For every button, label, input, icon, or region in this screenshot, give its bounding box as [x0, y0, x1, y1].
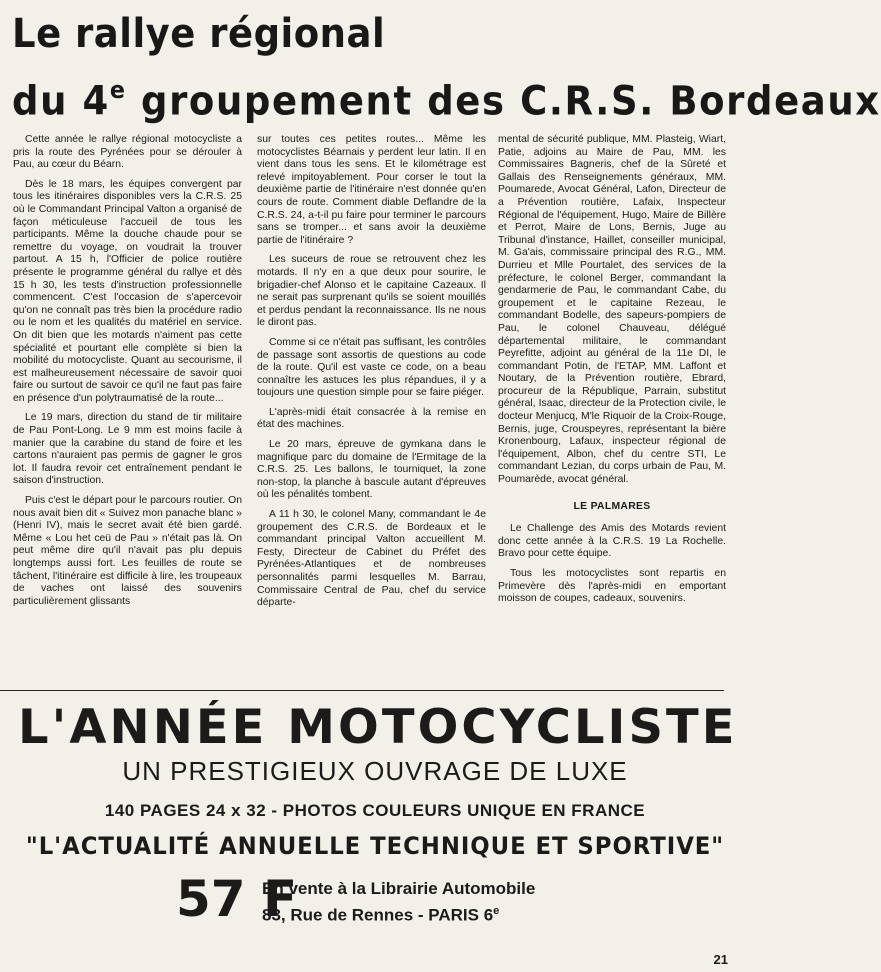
- divider: [0, 690, 724, 691]
- paragraph: sur toutes ces petites routes... Même les motocyclistes Béarnais y perdent leur latin. Il en vient dans tous les sens. Et le kilométrage est relevé impitoyablement. Pour corser le tout la deuxième partie de l'itinéraire n'est donnée qu'en cours de route. Comment diable Deflandre de la C.R.S. 24, a-t-il pu faire pour terminer le parcours sans se tromper... et sans avoir la deuxième partie de l'itinéraire ?: [257, 134, 486, 246]
- ad-quote: "L'ACTUALITÉ ANNUELLE TECHNIQUE ET SPORTIVE": [25, 832, 725, 860]
- palmares-heading: LE PALMARES: [573, 500, 651, 512]
- article-column-1: [13, 134, 242, 615]
- paragraph: Tous les motocyclistes sont repartis en Primevère dès l'après-midi en emportant moisson de coupes, cadeaux, souvenirs.: [498, 568, 726, 605]
- paragraph: L'après-midi était consacrée à la remise en état des machines.: [257, 406, 486, 431]
- paragraph: Le 20 mars, épreuve de gymkana dans le magnifique parc du domaine de l'Ermitage de la C.R.S. 25. Les ballons, le tourniquet, la zone non-stop, la planche à bascule autant d'épreuves où les pénalités tombent.: [257, 439, 486, 501]
- article-column-3: [498, 134, 726, 613]
- paragraph: Le 19 mars, direction du stand de tir militaire de Pau Pont-Long. Le 9 mm est moins facile à manier que la carabine du stand de foire et les cartons n'auraient pas permis de gagner le gros lot. Il faudra revoir cet entraînement pendant le saison d'instruction.: [13, 412, 242, 487]
- paragraph: Cette année le rallye régional motocycliste a pris la route des Pyrénées pour se dérouler à Pau, au cœur du Béarn.: [13, 134, 242, 171]
- ad-address: 83, Rue de Rennes - PARIS 6: [262, 905, 494, 925]
- title-superscript: e: [109, 76, 127, 105]
- title-line-1: Le rallye régional: [12, 10, 386, 57]
- title-line-2: [12, 62, 881, 130]
- paragraph: A 11 h 30, le colonel Many, commandant le 4e groupement des C.R.S. de Bordeaux et le commandant principal Valton accueillent M. Festy, Directeur de Cabinet du Préfet des Pyrénées-Atlantiques et de nombreuses personnalités parmi lesquelles M. Barrau, Commissaire Central de Pau, chef du service départe-: [257, 509, 486, 609]
- paragraph: mental de sécurité publique, MM. Plasteig, Wiart, Patie, adjoins au Maire de Pau, MM. les Commissaires Bagneris, chef de la Sûreté et Gallais des Renseignements généraux, MM. Poumarede, Avocat Général, Lafon, Directeur de a Prévention routière, Lafaix, Inspecteur Régional de l'équipement, Hugo, Maire de Billère et Perrot, Maire de Lons, Bernis, Juge au Tribunal d'instance, Haillet, conseiller municipal, M. Ga'ais, commissaire principal des R.G., MM. Durrieu et Mlle Pourtalet, des services de la préfecture, le colonel Berger, commandant la gendarmerie de Pau, le commandant Cabe, du groupement et le capitaine Rezeau, le commandant Bodelle, des sapeurs-pompiers de Pau, le colonel Chauveau, délégué départemental militaire, le commandant Peyrefitte, adjoint au général de la 11e DI, le commandant Potin, de l'ETAP, MM. Laffont et Noutary, de la Prévention routière, Ebrard, procureur de la République, Parrain, substitut général, Isaac, directeur de la Protection civile, le docteur Menjucq, M'le Riquoir de la Croix-Rouge, Bernis, juge, Crouspeyres, représentant la bière Kronenbourg, Lafaux, inspecteur régional de l'équipement, Albon, chef du centre STI, Le commandant Lezian, du corps urbain de Pau, M. Poumarède, avocat général.: [498, 134, 726, 486]
- article-title: [12, 6, 881, 130]
- page-number: 21: [713, 952, 728, 967]
- ad-sale-line-1: En vente à la Librairie Automobile: [262, 879, 536, 898]
- paragraph: Les suceurs de roue se retrouvent chez les motards. Il n'y en a que deux pour sourire, le brigadier-chef Alonso et le capitaine Cazeaux. Il ne serait pas surprenant qu'ils se soient mouillés et perdus pendant la reconnaissance. Ils ne nous le diront pas.: [257, 254, 486, 329]
- title-line-2-end: groupement des C.R.S. Bordeaux: [126, 77, 881, 125]
- paragraph: Puis c'est le départ pour le parcours routier. On nous avait bien dit « Suivez mon panache blanc » (Henri IV), mais le secret avait été bien gardé. Même « Lou het ceü de Pau » n'était pas là. On peut même dire qu'il n'avait pas plu depuis longtemps aussi fort. Les feuilles de route se tâchent, l'itinéraire est difficile à lire, les troupeaux de vaches ont laissé des souvenirs particulièrement glissants: [13, 495, 242, 607]
- ad-title: L'ANNÉE MOTOCYCLISTE: [18, 700, 738, 755]
- ad-subtitle: UN PRESTIGIEUX OUVRAGE DE LUXE: [122, 756, 628, 786]
- ad-pages-line: 140 PAGES 24 x 32 - PHOTOS COULEURS UNIQUE EN FRANCE: [104, 801, 646, 820]
- ad-sale-info: [262, 878, 535, 927]
- paragraph: Le Challenge des Amis des Motards revient donc cette année à la C.R.S. 19 La Rochelle. Bravo pour cette équipe.: [498, 523, 726, 560]
- ad-address-superscript: e: [493, 905, 500, 917]
- paragraph: Comme si ce n'était pas suffisant, les contrôles de passage sont assortis de questions au code de la route. Qu'il est vaste ce code, on a beau connaître les astuces les plus répandues, il y a toujours une question simple pour se faire piéger.: [257, 336, 486, 399]
- article-column-2: [257, 134, 486, 617]
- title-line-2-start: du 4: [12, 77, 110, 125]
- ad-sale-line-2: [262, 900, 535, 927]
- paragraph: Dès le 18 mars, les équipes convergent par tous les itinéraires disponibles vers la C.R.S. 25 où le Commandant Principal Valton a organisé de façon méticuleuse l'accueil de tous les participants. Même la douche chaude pour se remettre du voyage, on voudrait la trouver partout. A 15 h, l'Officier de police routière présente le programme général du rallye et dès 15 h 30, les tests d'instruction professionnelle commencent. C'est l'occasion de s'apercevoir qu'on ne connaît pas très bien la procédure radio ou le nom et les qualités du matériel en service. On dit bien que les motards n'aiment pas cette spécialité et pourtant elle complète si bien la mobilité du motocycliste. Quant au secourisme, il est malheureusement nécessaire de savoir quoi faire ou surtout de savoir ce qu'il ne faut pas faire en présence d'un polytraumatisé de la route...: [13, 178, 242, 404]
- ad-price: 57 F: [176, 870, 298, 928]
